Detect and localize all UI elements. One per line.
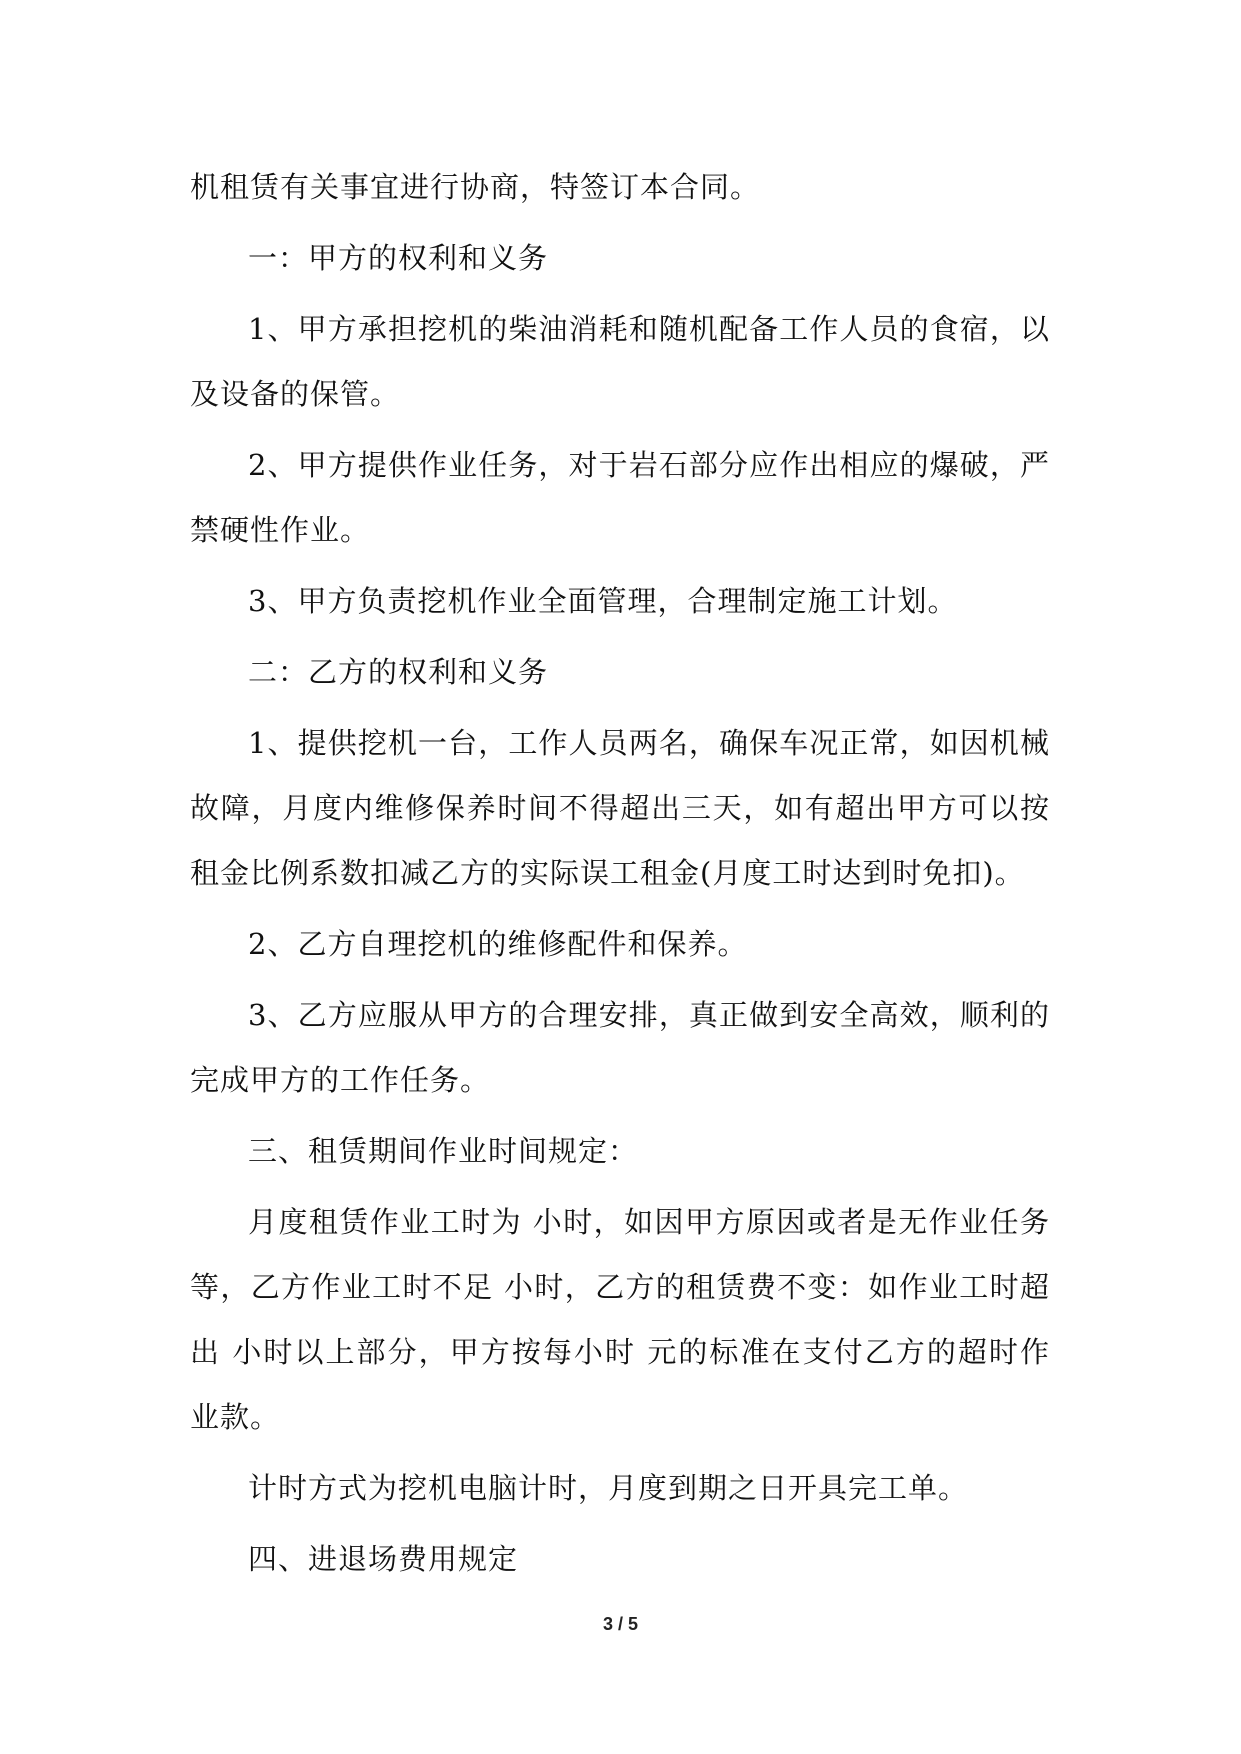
working-hours-clause: 月度租赁作业工时为 小时，如因甲方原因或者是无作业任务等，乙方作业工时不足 小时，乙方的租赁费不变：如作业工时超出 小时以上部分，甲方按每小时 元的标准在支付乙方的超时作业款。	[190, 1205, 1050, 1434]
document-body	[190, 155, 1050, 1598]
party-a-clause-3: 3、甲方负责挖机作业全面管理，合理制定施工计划。	[248, 584, 958, 618]
page-number: 3 / 5	[602, 1614, 639, 1634]
section-heading-entry-exit-fees: 四、进退场费用规定	[248, 1542, 519, 1576]
section-heading-party-b: 二：乙方的权利和义务	[248, 655, 549, 689]
party-b-clause-3: 3、乙方应服从甲方的合理安排，真正做到安全高效，顺利的完成甲方的工作任务。	[190, 998, 1050, 1097]
party-a-clause-2: 2、甲方提供作业任务，对于岩石部分应作出相应的爆破，严禁硬性作业。	[190, 448, 1050, 547]
paragraph-intro-continuation: 机租赁有关事宜进行协商，特签订本合同。	[190, 170, 761, 204]
section-heading-party-a: 一：甲方的权利和义务	[248, 241, 549, 275]
timing-method-clause: 计时方式为挖机电脑计时，月度到期之日开具完工单。	[248, 1471, 969, 1505]
party-b-clause-2: 2、乙方自理挖机的维修配件和保养。	[248, 927, 748, 961]
section-heading-working-hours: 三、租赁期间作业时间规定：	[248, 1134, 639, 1168]
party-b-clause-1: 1、提供挖机一台，工作人员两名，确保车况正常，如因机械故障，月度内维修保养时间不得超出三天，如有超出甲方可以按租金比例系数扣减乙方的实际误工租金(月度工时达到时免扣)。	[190, 726, 1050, 890]
party-a-clause-1: 1、甲方承担挖机的柴油消耗和随机配备工作人员的食宿，以及设备的保管。	[190, 312, 1050, 411]
